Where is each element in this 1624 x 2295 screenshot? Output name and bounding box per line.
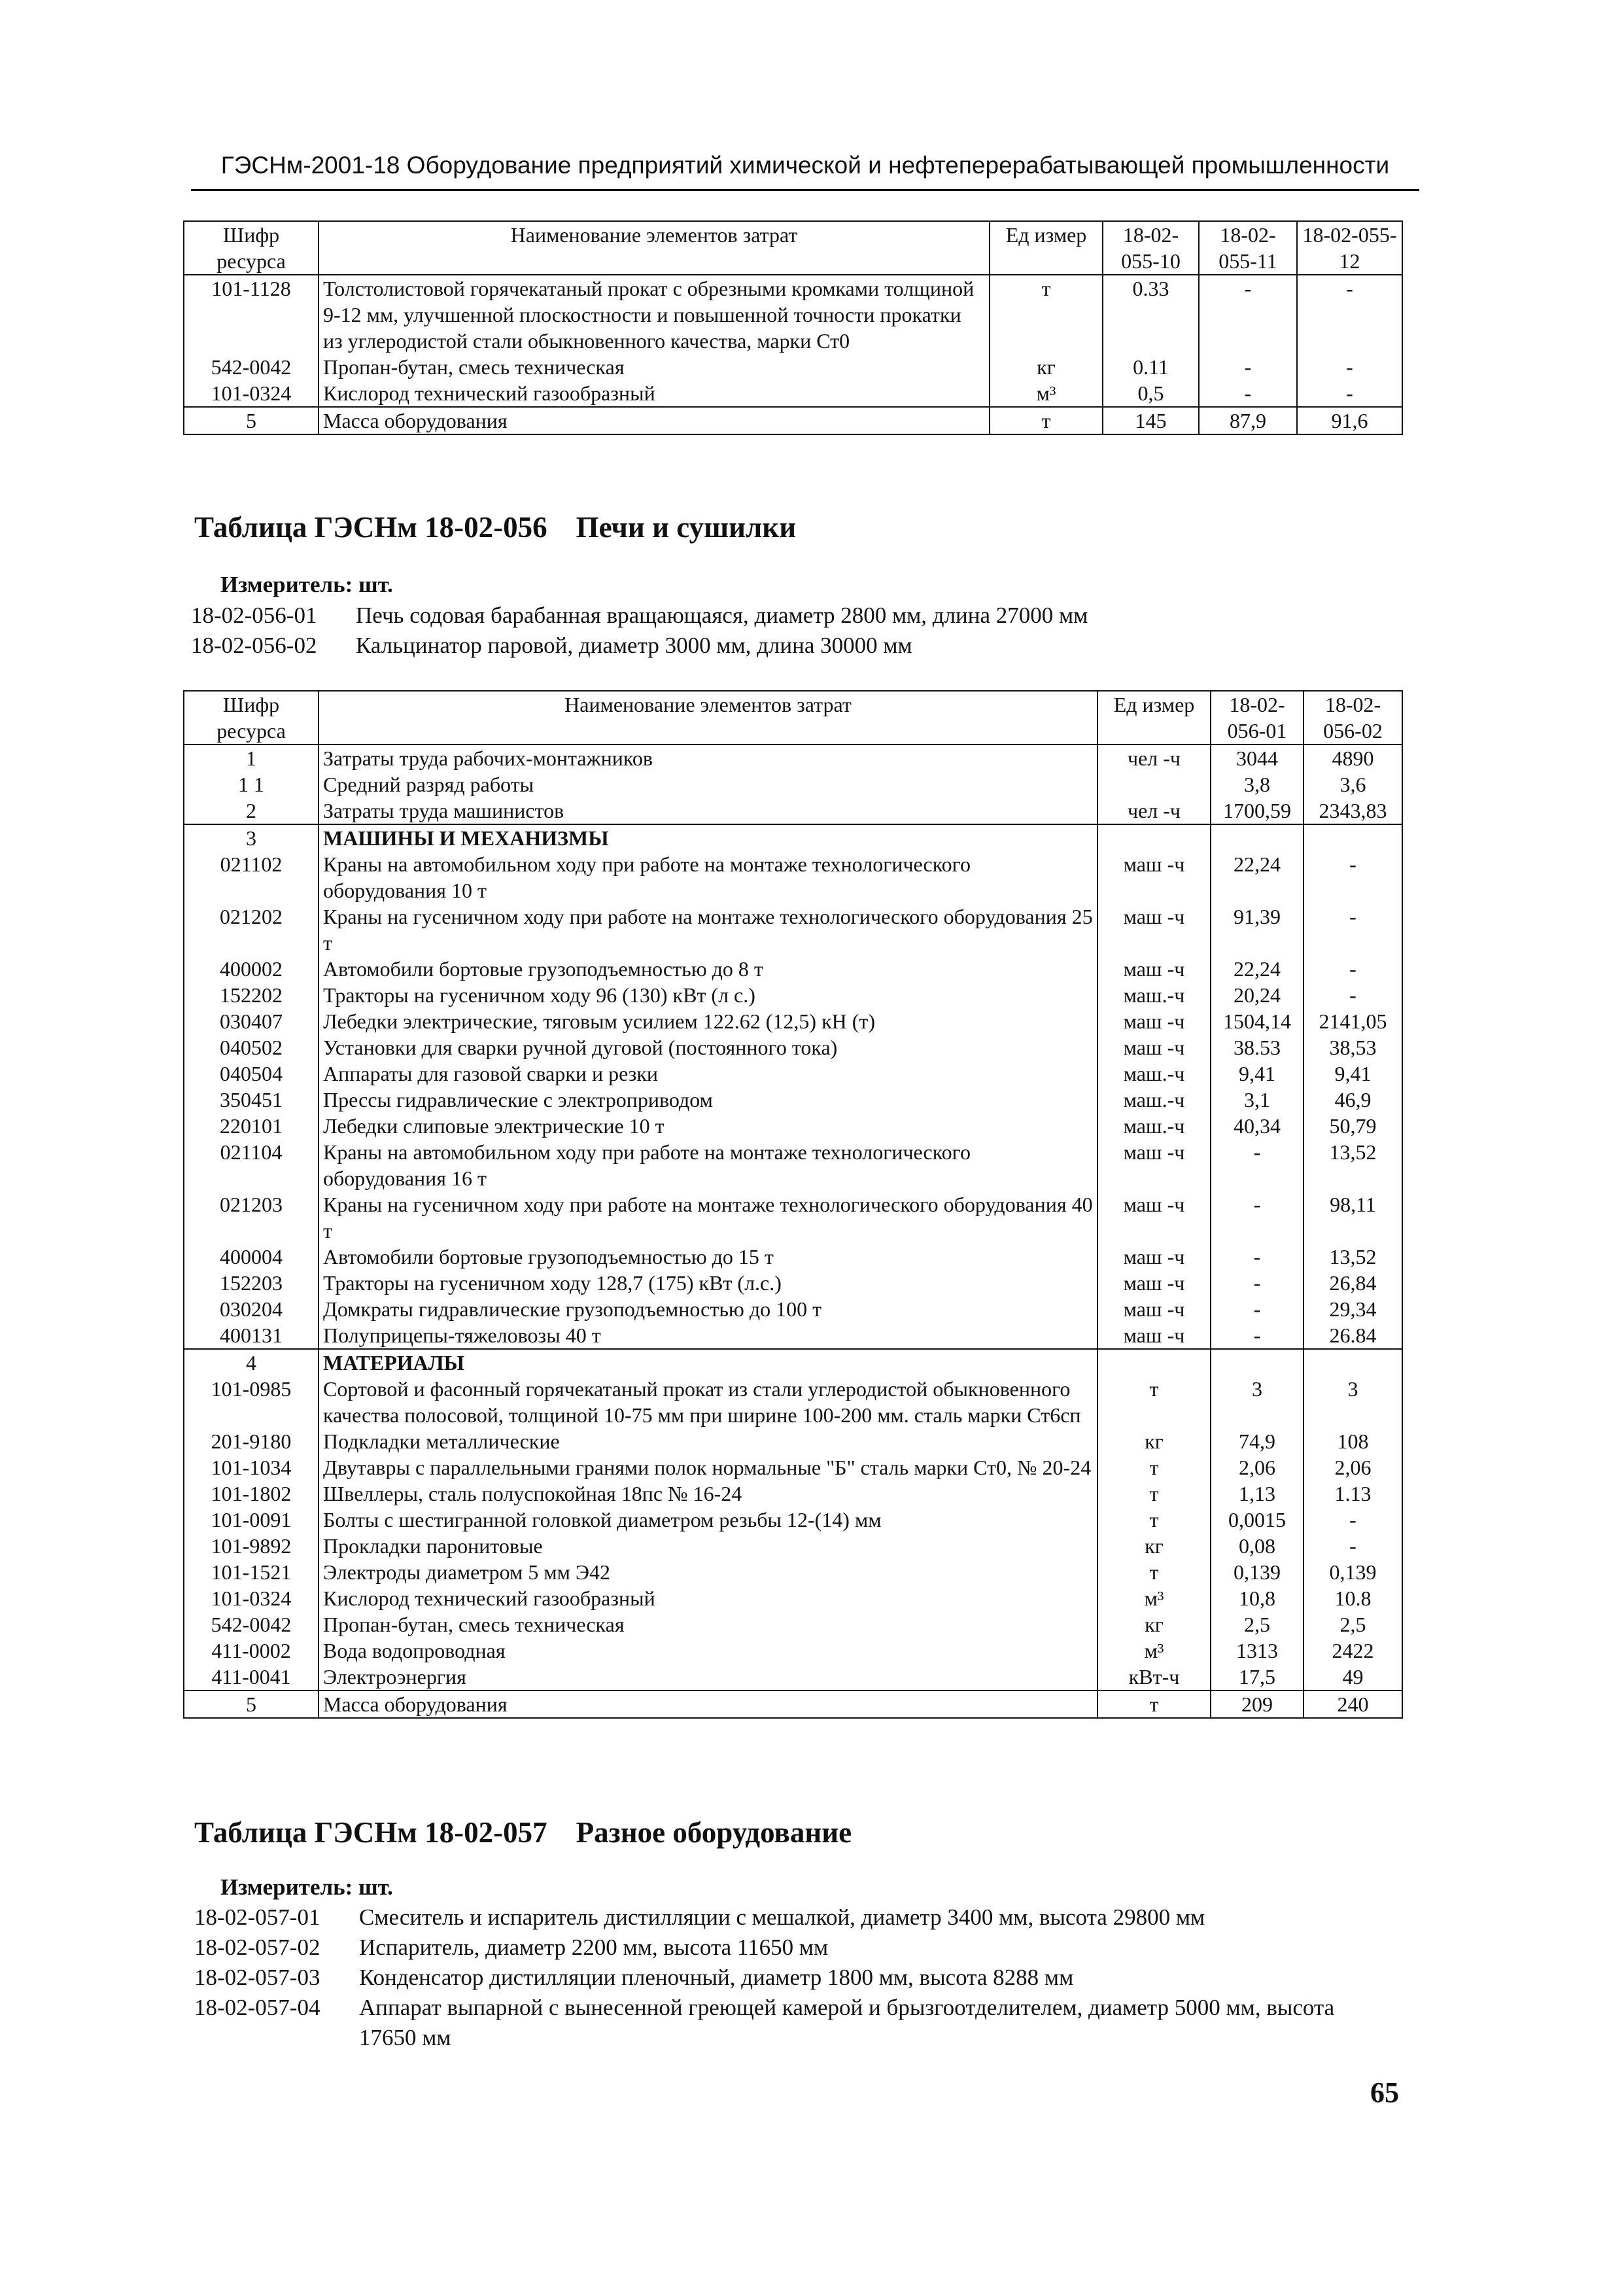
table-row	[184, 380, 1402, 407]
cell-unit: т	[1097, 1454, 1211, 1480]
cell-unit: маш -ч	[1097, 1139, 1211, 1191]
table-row	[184, 1480, 1402, 1507]
cell-name: Лебедки электрические, тяговым усилием 122.62 (12,5) кН (т)	[319, 1008, 1097, 1034]
item-description: Кальцинатор паровой, диаметр 3000 мм, длина 30000 мм	[356, 633, 912, 658]
table-row	[184, 1664, 1402, 1691]
cell-name: Вода водопроводная	[319, 1638, 1097, 1664]
cell-value-1: 3	[1211, 1376, 1304, 1428]
cell-name: Масса оборудования	[319, 407, 990, 434]
cell-value-2: 49	[1304, 1664, 1402, 1691]
cell-code: 021203	[184, 1191, 319, 1244]
table-row	[184, 1191, 1402, 1244]
unit-label-056: Измеритель: шт.	[220, 572, 393, 597]
table-name: Печи и сушилки	[576, 511, 797, 544]
cell-value-1: 40,34	[1211, 1113, 1304, 1139]
col-header-norm-1: 18-02-056-01	[1211, 691, 1304, 745]
cell-code: 542-0042	[184, 1611, 319, 1638]
cell-value-2: -	[1304, 1533, 1402, 1559]
cell-unit: маш -ч	[1097, 903, 1211, 956]
table-row	[184, 982, 1402, 1008]
cell-value-1: -	[1211, 1270, 1304, 1296]
cell-name: Прокладки паронитовые	[319, 1533, 1097, 1559]
table-row	[184, 824, 1402, 851]
table-row	[184, 1139, 1402, 1191]
table-row	[184, 407, 1402, 434]
cell-code: 411-0002	[184, 1638, 319, 1664]
cell-value-1	[1211, 1349, 1304, 1376]
cell-name: Краны на автомобильном ходу при работе на монтаже технологического оборудования 16 т	[319, 1139, 1097, 1191]
cell-value-2: 10.8	[1304, 1585, 1402, 1611]
cell-code: 040504	[184, 1060, 319, 1087]
table-row	[184, 1428, 1402, 1454]
table-row	[184, 903, 1402, 956]
cell-unit: маш.-ч	[1097, 1060, 1211, 1087]
cell-value-1: -	[1211, 1296, 1304, 1322]
cell-code: 220101	[184, 1113, 319, 1139]
cell-value-2: 0,139	[1304, 1559, 1402, 1585]
cell-name: Аппараты для газовой сварки и резки	[319, 1060, 1097, 1087]
item-code: 18-02-057-02	[194, 1935, 320, 1960]
cell-value-1: 74,9	[1211, 1428, 1304, 1454]
col-header-norm-2: 18-02-055-11	[1199, 221, 1297, 275]
cell-value-1: 209	[1211, 1691, 1304, 1718]
cell-code: 101-1802	[184, 1480, 319, 1507]
table-row	[184, 1244, 1402, 1270]
col-header-norm-3: 18-02-055-12	[1297, 221, 1402, 275]
cell-value-2: 46,9	[1304, 1087, 1402, 1113]
table-18-02-055	[183, 220, 1403, 435]
cell-name: Прессы гидравлические с электроприводом	[319, 1087, 1097, 1113]
cell-name: Установки для сварки ручной дуговой (постоянного тока)	[319, 1034, 1097, 1060]
cell-value-2: 2,06	[1304, 1454, 1402, 1480]
cell-value-2: 2422	[1304, 1638, 1402, 1664]
cell-value-2: -	[1304, 903, 1402, 956]
cell-value-1: 17,5	[1211, 1664, 1304, 1691]
cell-code: 030204	[184, 1296, 319, 1322]
list-item	[194, 1993, 1391, 2053]
cell-value-2: 108	[1304, 1428, 1402, 1454]
cell-value-2: -	[1304, 851, 1402, 903]
col-header-unit: Ед измер	[990, 221, 1103, 275]
item-code: 18-02-057-04	[194, 1995, 320, 2020]
cell-code: 101-1128	[184, 275, 319, 354]
cell-code: 1 1	[184, 771, 319, 797]
cell-value-2: -	[1304, 982, 1402, 1008]
cell-unit: маш -ч	[1097, 956, 1211, 982]
cell-code: 040502	[184, 1034, 319, 1060]
item-list-057	[194, 1902, 1391, 2053]
col-header-norm-2: 18-02-056-02	[1304, 691, 1402, 745]
cell-code: 5	[184, 407, 319, 434]
cell-value-2: 29,34	[1304, 1296, 1402, 1322]
item-description: Испаритель, диаметр 2200 мм, высота 11650 мм	[359, 1935, 829, 1960]
list-item	[191, 601, 1408, 631]
table-row	[184, 1322, 1402, 1349]
table-row	[184, 745, 1402, 771]
cell-unit: маш.-ч	[1097, 982, 1211, 1008]
cell-code: 021202	[184, 903, 319, 956]
cell-name: Болты с шестигранной головкой диаметром резьбы 12-(14) мм	[319, 1507, 1097, 1533]
cell-unit: кг	[990, 354, 1103, 380]
cell-value-2: 240	[1304, 1691, 1402, 1718]
cell-value-2: 38,53	[1304, 1034, 1402, 1060]
cell-unit: маш -ч	[1097, 1008, 1211, 1034]
cell-value-1: -	[1211, 1139, 1304, 1191]
item-description: Аппарат выпарной с вынесенной греющей камерой и брызгоотделителем, диаметр 5000 мм, высота 17650 мм	[359, 1995, 1335, 2050]
cell-code: 2	[184, 797, 319, 824]
cell-unit: т	[1097, 1376, 1211, 1428]
cell-value-1: 2,5	[1211, 1611, 1304, 1638]
cell-value-1: 1504,14	[1211, 1008, 1304, 1034]
table-row	[184, 1559, 1402, 1585]
cell-unit: кВт-ч	[1097, 1664, 1211, 1691]
page-number: 65	[1370, 2076, 1399, 2109]
table-row	[184, 275, 1402, 354]
cell-name: Краны на автомобильном ходу при работе на монтаже технологического оборудования 10 т	[319, 851, 1097, 903]
table-row	[184, 1533, 1402, 1559]
cell-code: 021104	[184, 1139, 319, 1191]
cell-code: 101-1034	[184, 1454, 319, 1480]
cell-unit: т	[990, 275, 1103, 354]
cell-unit: т	[990, 407, 1103, 434]
cell-unit: т	[1097, 1691, 1211, 1718]
cell-unit: т	[1097, 1559, 1211, 1585]
cell-value-1: 10,8	[1211, 1585, 1304, 1611]
cell-value-1: 22,24	[1211, 956, 1304, 982]
cell-value-1: 9,41	[1211, 1060, 1304, 1087]
table-row	[184, 1113, 1402, 1139]
cell-value-2: 13,52	[1304, 1139, 1402, 1191]
cell-name: МАШИНЫ И МЕХАНИЗМЫ	[319, 824, 1097, 851]
cell-name: Средний разряд работы	[319, 771, 1097, 797]
cell-unit: чел -ч	[1097, 745, 1211, 771]
cell-code: 411-0041	[184, 1664, 319, 1691]
cell-name: Краны на гусеничном ходу при работе на монтаже технологического оборудования 25 т	[319, 903, 1097, 956]
cell-code: 101-0985	[184, 1376, 319, 1428]
cell-unit: маш -ч	[1097, 1270, 1211, 1296]
cell-value-2: 2141,05	[1304, 1008, 1402, 1034]
cell-value-2	[1304, 824, 1402, 851]
table-row	[184, 1611, 1402, 1638]
cell-code: 152202	[184, 982, 319, 1008]
cell-name: Двутавры с параллельными гранями полок нормальные "Б" сталь марки Ст0, № 20-24	[319, 1454, 1097, 1480]
table-row	[184, 1454, 1402, 1480]
table-row	[184, 1060, 1402, 1087]
cell-value-1: 91,39	[1211, 903, 1304, 956]
unit-label-057: Измеритель: шт.	[220, 1874, 393, 1900]
cell-value-2: 3	[1304, 1376, 1402, 1428]
cell-value-3: -	[1297, 380, 1402, 407]
cell-name: Пропан-бутан, смесь техническая	[319, 354, 990, 380]
col-header-name: Наименование элементов затрат	[319, 691, 1097, 745]
cell-unit	[1097, 771, 1211, 797]
cell-code: 3	[184, 824, 319, 851]
cell-code: 152203	[184, 1270, 319, 1296]
item-code: 18-02-056-02	[191, 633, 317, 658]
cell-value-1: -	[1211, 1322, 1304, 1349]
cell-name: Домкраты гидравлические грузоподъемностью до 100 т	[319, 1296, 1097, 1322]
cell-code: 350451	[184, 1087, 319, 1113]
table-row	[184, 1087, 1402, 1113]
cell-unit: т	[1097, 1507, 1211, 1533]
cell-name: Кислород технический газообразный	[319, 380, 990, 407]
cell-name: Пропан-бутан, смесь техническая	[319, 1611, 1097, 1638]
cell-code: 5	[184, 1691, 319, 1718]
table-row	[184, 771, 1402, 797]
table-row	[184, 956, 1402, 982]
cell-value-2: 3,6	[1304, 771, 1402, 797]
cell-value-1: 1700,59	[1211, 797, 1304, 824]
cell-name: Швеллеры, сталь полуспокойная 18пс № 16-24	[319, 1480, 1097, 1507]
cell-value-2: 9,41	[1304, 1060, 1402, 1087]
table-body	[184, 745, 1402, 1718]
cell-value-2: -	[1199, 275, 1297, 354]
cell-value-2: 2,5	[1304, 1611, 1402, 1638]
cell-code: 101-0324	[184, 380, 319, 407]
cell-name: Полуприцепы-тяжеловозы 40 т	[319, 1322, 1097, 1349]
col-header-code: Шифр ресурса	[184, 221, 319, 275]
cell-value-2: -	[1199, 380, 1297, 407]
item-description: Конденсатор дистилляции пленочный, диаметр 1800 мм, высота 8288 мм	[359, 1965, 1074, 1990]
cell-value-2: -	[1304, 1507, 1402, 1533]
cell-value-1: 22,24	[1211, 851, 1304, 903]
item-code: 18-02-056-01	[191, 603, 317, 628]
cell-name: Сортовой и фасонный горячекатаный прокат из стали углеродистой обыкновенного качества полосовой, толщиной 10-75 мм при ширине 100-200 мм. сталь марки Ст6сп	[319, 1376, 1097, 1428]
table-name: Разное оборудование	[576, 1816, 852, 1849]
list-item	[194, 1902, 1391, 1933]
col-header-name: Наименование элементов затрат	[319, 221, 990, 275]
cell-code: 400002	[184, 956, 319, 982]
table-row	[184, 797, 1402, 824]
table-title-056	[194, 510, 796, 544]
table-row	[184, 1376, 1402, 1428]
col-header-unit: Ед измер	[1097, 691, 1211, 745]
cell-code: 101-0324	[184, 1585, 319, 1611]
page-header-title: ГЭСНм-2001-18 Оборудование предприятий химической и нефтеперерабатывающей промышленности	[220, 152, 1390, 179]
table-row	[184, 1034, 1402, 1060]
header-rule	[191, 189, 1419, 191]
table-18-02-056	[183, 690, 1403, 1719]
cell-name: Автомобили бортовые грузоподъемностью до 8 т	[319, 956, 1097, 982]
cell-unit	[1097, 1349, 1211, 1376]
cell-name: МАТЕРИАЛЫ	[319, 1349, 1097, 1376]
cell-name: Лебедки слиповые электрические 10 т	[319, 1113, 1097, 1139]
cell-name: Тракторы на гусеничном ходу 96 (130) кВт (л с.)	[319, 982, 1097, 1008]
table-body	[184, 275, 1402, 434]
cell-value-2: 1.13	[1304, 1480, 1402, 1507]
cell-code: 030407	[184, 1008, 319, 1034]
cell-name: Толстолистовой горячекатаный прокат с обрезными кромками толщиной 9-12 мм, улучшенной плоскостности и повышенной точности прокатки из углеродистой стали обыкновенного качества, марки Ст0	[319, 275, 990, 354]
cell-value-2: 98,11	[1304, 1191, 1402, 1244]
cell-value-1	[1211, 824, 1304, 851]
cell-code: 201-9180	[184, 1428, 319, 1454]
table-row	[184, 1507, 1402, 1533]
cell-value-2: 2343,83	[1304, 797, 1402, 824]
cell-value-1: 2,06	[1211, 1454, 1304, 1480]
list-item	[194, 1933, 1391, 1963]
cell-value-1: -	[1211, 1191, 1304, 1244]
table-row	[184, 1008, 1402, 1034]
col-header-code: Шифр ресурса	[184, 691, 319, 745]
cell-code: 101-0091	[184, 1507, 319, 1533]
cell-value-1: 3044	[1211, 745, 1304, 771]
table-title-057	[194, 1815, 852, 1849]
cell-value-1: 1313	[1211, 1638, 1304, 1664]
cell-unit: кг	[1097, 1533, 1211, 1559]
table-row	[184, 1638, 1402, 1664]
item-description: Смеситель и испаритель дистилляции с мешалкой, диаметр 3400 мм, высота 29800 мм	[359, 1904, 1205, 1930]
table-row	[184, 1585, 1402, 1611]
cell-unit: кг	[1097, 1428, 1211, 1454]
cell-value-1: 0.11	[1103, 354, 1199, 380]
table-code: Таблица ГЭСНм 18-02-057	[194, 1816, 547, 1849]
cell-value-1: 1,13	[1211, 1480, 1304, 1507]
cell-value-2: 13,52	[1304, 1244, 1402, 1270]
cell-name: Затраты труда машинистов	[319, 797, 1097, 824]
cell-value-2: 87,9	[1199, 407, 1297, 434]
cell-name: Тракторы на гусеничном ходу 128,7 (175) кВт (л.с.)	[319, 1270, 1097, 1296]
table-row	[184, 851, 1402, 903]
cell-value-3: 91,6	[1297, 407, 1402, 434]
cell-value-1: 0,139	[1211, 1559, 1304, 1585]
cell-unit: маш -ч	[1097, 851, 1211, 903]
cell-unit: маш -ч	[1097, 1034, 1211, 1060]
list-item	[191, 631, 1408, 661]
cell-name: Автомобили бортовые грузоподъемностью до 15 т	[319, 1244, 1097, 1270]
table-code: Таблица ГЭСНм 18-02-056	[194, 511, 547, 544]
cell-value-1: 38.53	[1211, 1034, 1304, 1060]
cell-unit: маш -ч	[1097, 1244, 1211, 1270]
cell-name: Кислород технический газообразный	[319, 1585, 1097, 1611]
cell-name: Электроды диаметром 5 мм Э42	[319, 1559, 1097, 1585]
cell-unit: маш -ч	[1097, 1191, 1211, 1244]
cell-value-2	[1304, 1349, 1402, 1376]
item-code: 18-02-057-03	[194, 1965, 320, 1990]
cell-name: Краны на гусеничном ходу при работе на монтаже технологического оборудования 40 т	[319, 1191, 1097, 1244]
cell-code: 400004	[184, 1244, 319, 1270]
table-row	[184, 1349, 1402, 1376]
cell-code: 4	[184, 1349, 319, 1376]
cell-value-2: 50,79	[1304, 1113, 1402, 1139]
cell-value-1: 0,0015	[1211, 1507, 1304, 1533]
cell-value-1: 0,5	[1103, 380, 1199, 407]
col-header-norm-1: 18-02-055-10	[1103, 221, 1199, 275]
cell-unit: маш -ч	[1097, 1296, 1211, 1322]
cell-value-3: -	[1297, 354, 1402, 380]
cell-name: Затраты труда рабочих-монтажников	[319, 745, 1097, 771]
cell-code: 1	[184, 745, 319, 771]
table-row	[184, 354, 1402, 380]
list-item	[194, 1963, 1391, 1993]
cell-name: Подкладки металлические	[319, 1428, 1097, 1454]
cell-unit: м³	[1097, 1585, 1211, 1611]
cell-code: 400131	[184, 1322, 319, 1349]
item-list-056	[191, 601, 1408, 661]
cell-name: Масса оборудования	[319, 1691, 1097, 1718]
cell-value-1: 3,1	[1211, 1087, 1304, 1113]
cell-name: Электроэнергия	[319, 1664, 1097, 1691]
cell-unit: маш.-ч	[1097, 1087, 1211, 1113]
cell-unit: чел -ч	[1097, 797, 1211, 824]
cell-value-2: 4890	[1304, 745, 1402, 771]
cell-unit: т	[1097, 1480, 1211, 1507]
cell-value-1: 145	[1103, 407, 1199, 434]
cell-value-2: 26.84	[1304, 1322, 1402, 1349]
cell-value-1: -	[1211, 1244, 1304, 1270]
cell-unit: кг	[1097, 1611, 1211, 1638]
cell-code: 021102	[184, 851, 319, 903]
cell-code: 542-0042	[184, 354, 319, 380]
cell-unit: маш -ч	[1097, 1322, 1211, 1349]
cell-value-1: 3,8	[1211, 771, 1304, 797]
cell-value-1: 0,08	[1211, 1533, 1304, 1559]
cell-unit: маш.-ч	[1097, 1113, 1211, 1139]
cell-code: 101-9892	[184, 1533, 319, 1559]
table-row	[184, 1270, 1402, 1296]
item-code: 18-02-057-01	[194, 1904, 320, 1930]
cell-code: 101-1521	[184, 1559, 319, 1585]
table-row	[184, 1296, 1402, 1322]
cell-unit: м³	[1097, 1638, 1211, 1664]
cell-value-2: 26,84	[1304, 1270, 1402, 1296]
cell-unit: м³	[990, 380, 1103, 407]
cell-value-2: -	[1199, 354, 1297, 380]
cell-value-2: -	[1304, 956, 1402, 982]
cell-value-1: 0.33	[1103, 275, 1199, 354]
cell-value-3: -	[1297, 275, 1402, 354]
item-description: Печь содовая барабанная вращающаяся, диаметр 2800 мм, длина 27000 мм	[356, 603, 1088, 628]
cell-unit	[1097, 824, 1211, 851]
table-row	[184, 1691, 1402, 1718]
cell-value-1: 20,24	[1211, 982, 1304, 1008]
